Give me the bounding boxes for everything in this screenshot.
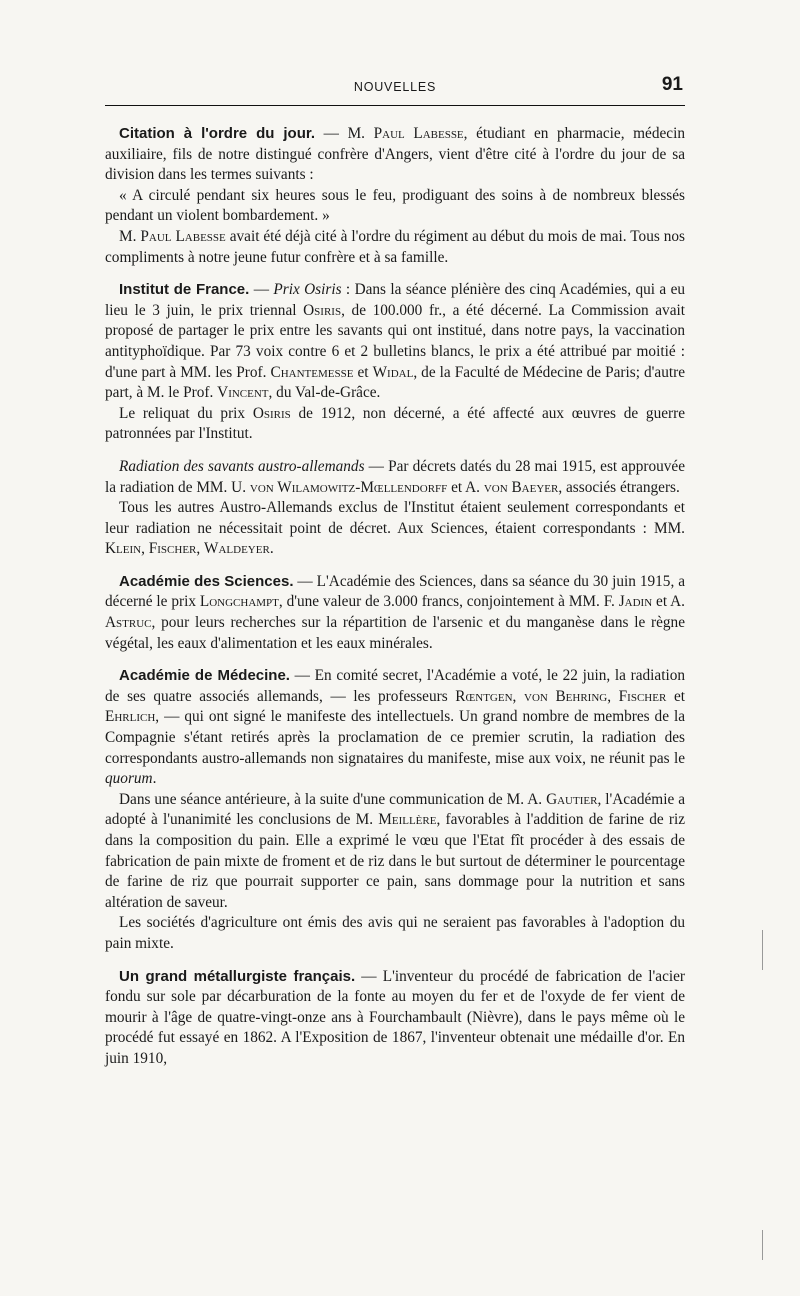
person-name: Astruc: [105, 614, 152, 632]
person-name: von Wilamowitz-Mœllendorff: [249, 478, 448, 496]
person-name: von Behring: [524, 687, 608, 705]
text: .: [269, 540, 274, 558]
citation-paragraph-1: [105, 124, 685, 186]
person-name: Widal: [372, 363, 414, 381]
text: Dans une séance antérieure, à la suite d'une communication de M. A.: [119, 790, 547, 808]
citation-quote: « A circulé pendant six heures sous le feu, prodiguant des soins à de nombreux blessés pendant un violent bombardement. »: [105, 186, 685, 225]
article-body: [105, 124, 685, 1070]
text: , pour leurs recherches sur la répartition de l'arsenic et du manganèse dans le règne végétal, les eaux d'alimentation et les eaux minérales.: [105, 614, 685, 652]
text: , l'Académie a adopté à l'unanimité les conclusions de M.: [105, 790, 685, 829]
section-gap: [105, 955, 685, 967]
text: — L'Académie des Sciences, dans sa séance du 30 juin 1915, a décerné le prix: [105, 572, 685, 611]
section-title-institut: Institut de France.: [119, 281, 250, 299]
text: : Dans la séance plénière des cinq Académies, qui a eu lieu le 3 juin, le prix triennal: [105, 281, 686, 319]
text: ,: [512, 687, 524, 705]
section-title-citation: Citation à l'ordre du jour.: [119, 125, 316, 142]
text: , associés étrangers.: [558, 478, 680, 496]
person-name: Ehrlich: [105, 708, 156, 726]
person-name: Vincent: [217, 384, 269, 402]
scan-edge-mark: [762, 930, 763, 970]
text: de 1912, non décerné, a été affecté aux œuvres de guerre patronnées par l'Institut.: [105, 404, 685, 443]
text: ,: [607, 687, 619, 705]
section-gap: [105, 654, 685, 666]
text: ,: [141, 540, 149, 558]
institut-paragraph-1: [105, 280, 685, 404]
prize-name: Osiris: [252, 404, 291, 422]
person-name: Fischer: [618, 687, 667, 705]
person-name: Klein: [105, 540, 142, 558]
section-title-radiation: Radiation des savants austro-allemands: [119, 457, 365, 475]
text: , d'une valeur de 3.000 francs, conjointement à MM. F.: [278, 593, 619, 611]
medecine-paragraph-1: [105, 666, 685, 790]
person-name: Fischer: [148, 540, 197, 558]
page-number: 91: [661, 74, 683, 95]
metallurgiste-paragraph-1: [105, 967, 685, 1070]
text: et: [666, 687, 685, 705]
text: et: [353, 363, 373, 381]
person-name: Rœntgen: [455, 687, 513, 705]
text: — M.: [315, 125, 374, 142]
section-gap: [105, 268, 685, 280]
quorum-term: quorum: [105, 770, 153, 788]
text: avait été déjà cité à l'ordre du régiment au début du mois de mai. Tous nos compliments à notre jeune futur confrère et à sa famille.: [105, 227, 685, 266]
radiation-paragraph-1: [105, 457, 685, 498]
running-head: NOUVELLES: [353, 80, 437, 94]
text: , de 100.000 fr., a été décerné. La Commission avait proposé de partager le prix entre les savants qui ont institué, dans notre pays, la vaccination antityphoïdique. Par 73 voix contre 6 et 2 bulletins blancs, le prix a été attribué par moitié : d'une part à MM. les Prof.: [105, 301, 685, 381]
person-name: Jadin: [618, 593, 653, 611]
text: ,: [196, 540, 205, 558]
section-gap: [105, 445, 685, 457]
medecine-paragraph-2: [105, 790, 685, 914]
prize-name: Longchampt: [199, 593, 279, 611]
person-name: Paul Labesse: [373, 125, 464, 142]
text: — Par décrets datés du 28 mai 1915, est approuvée la radiation de MM. U.: [105, 457, 685, 496]
person-name: Meillère: [378, 811, 437, 829]
text: , favorables à l'addition de farine de riz dans la composition du pain. Elle a exprimé le vœu que l'Etat fît procéder à des essais de fabrication de pain mixte de froment et de riz dans le but surtout de déterminer le pourcentage de farine de riz que pourrait supporter ce pain, sans dommage pour la nutrition et sans altération de saveur.: [105, 811, 685, 911]
text: .: [152, 770, 157, 788]
person-name: Waldeyer: [204, 540, 270, 558]
scan-edge-mark: [762, 1230, 763, 1260]
person-name: von Baeyer: [483, 478, 559, 496]
section-title-medecine: Académie de Médecine.: [119, 667, 290, 685]
person-name: Gautier: [546, 790, 598, 808]
text: , du Val-de-Grâce.: [268, 384, 381, 402]
prize-name: Osiris: [303, 301, 342, 319]
section-title-sciences: Académie des Sciences.: [119, 572, 294, 590]
citation-paragraph-3: [105, 227, 685, 268]
text: , de la Faculté de Médecine de Paris; d'autre part, à M. le Prof.: [105, 363, 685, 402]
text: , étudiant en pharmacie, médecin auxiliaire, fils de notre distingué confrère d'Angers, vient d'être cité à l'ordre du jour de sa division dans les termes suivants :: [105, 125, 685, 184]
institut-paragraph-2: [105, 404, 685, 445]
text: , — qui ont signé le manifeste des intellectuels. Un grand nombre de membres de la Compagnie s'étant retirés après la proclamation de ce premier scrutin, la radiation des correspondants austro-allemands non signataires du manifeste, mise aux voix, ne réunit pas le: [105, 708, 685, 767]
section-title-metallurgiste: Un grand métallurgiste français.: [119, 967, 356, 985]
person-name: Paul Labesse: [140, 227, 226, 245]
section-gap: [105, 560, 685, 572]
page-header: [105, 74, 685, 104]
prix-osiris: Prix Osiris: [273, 281, 342, 299]
text: et A.: [652, 593, 685, 611]
text: Tous les autres Austro-Allemands exclus de l'Institut étaient seulement correspondants et leur radiation ne nécessitait point de décret. Aux Sciences, étaient correspondants : MM.: [105, 499, 685, 537]
text: —: [249, 281, 274, 299]
radiation-paragraph-2: [105, 498, 685, 560]
text: — En comité secret, l'Académie a voté, le 22 juin, la radiation de ses quatre associés allemands, — les professeurs: [105, 667, 685, 705]
text: M.: [119, 227, 141, 245]
person-name: Chantemesse: [270, 363, 354, 381]
medecine-paragraph-3: Les sociétés d'agriculture ont émis des avis qui ne seraient pas favorables à l'adoption du pain mixte.: [105, 914, 685, 952]
text: et A.: [447, 478, 484, 496]
text: Le reliquat du prix: [119, 404, 253, 422]
text: — L'inventeur du procédé de fabrication de l'acier fondu sur sole par décarburation de la fonte au moyen du fer et de l'oxyde de fer vient de mourir à l'âge de quatre-vingt-onze ans à Fourchambault (Nièvre), dans le pays même où le procédé fut essayé en 1862. A l'Exposition de 1867, l'inventeur obtenait une médaille d'or. En juin 1910,: [105, 967, 685, 1067]
sciences-paragraph-1: [105, 572, 685, 654]
header-rule: [105, 105, 685, 106]
